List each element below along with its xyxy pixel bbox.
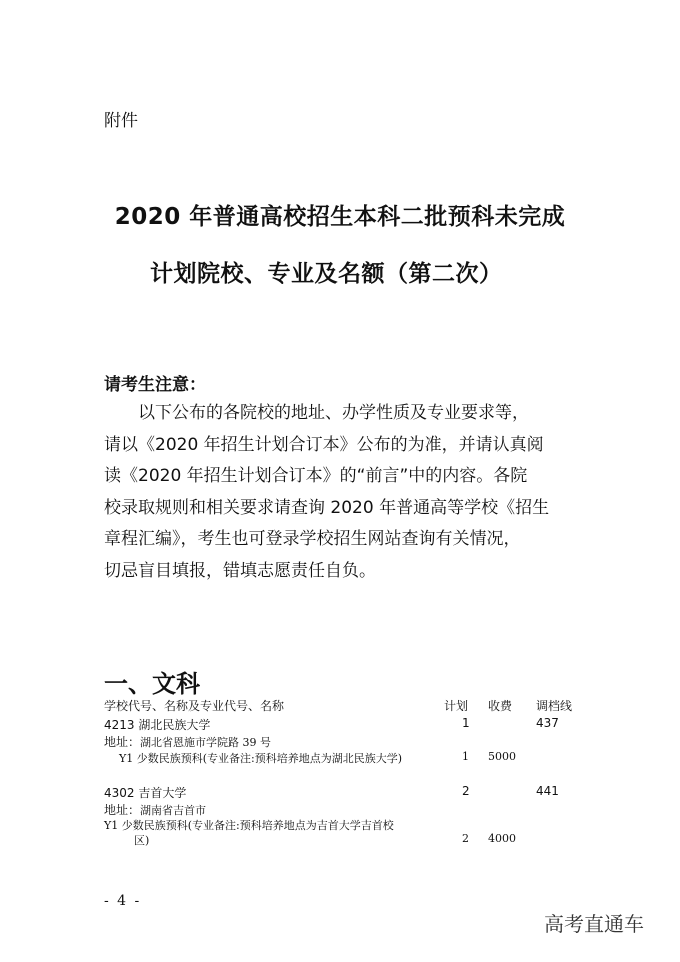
school-address bbox=[104, 733, 271, 750]
major-line: Y1 少数民族预科(专业备注:预科培养地点为吉首大学吉首校 bbox=[104, 819, 394, 832]
major-fee: 4000 bbox=[488, 832, 516, 845]
school-name: 4302 吉首大学 bbox=[104, 786, 187, 800]
notice-line: 切忌盲目填报，错填志愿责任自负。 bbox=[104, 560, 376, 581]
table-header-plan: 计划 bbox=[444, 699, 469, 713]
address-label: 地址： bbox=[104, 735, 141, 749]
attachment-label: 附件 bbox=[104, 111, 138, 131]
major-plan: 1 bbox=[462, 750, 469, 763]
section-title: 一、文科 bbox=[104, 670, 200, 698]
table-header-fee: 收费 bbox=[488, 699, 513, 713]
major-plan: 2 bbox=[462, 832, 469, 845]
major-fee: 5000 bbox=[488, 750, 516, 763]
school-plan: 1 bbox=[462, 716, 470, 730]
watermark: 高考直通车 bbox=[544, 912, 644, 936]
notice-line: 以下公布的各院校的地址、办学性质及专业要求等， bbox=[138, 403, 529, 423]
school-score: 441 bbox=[536, 784, 559, 798]
school-address bbox=[104, 801, 206, 818]
page-number: - 4 - bbox=[104, 893, 142, 909]
address-value: 湖南省吉首市 bbox=[140, 804, 207, 817]
table-header-name: 学校代号、名称及专业代号、名称 bbox=[104, 699, 285, 713]
address-label: 地址： bbox=[104, 803, 141, 817]
major-line-continued: 区) bbox=[134, 834, 150, 847]
notice-paragraph bbox=[104, 398, 580, 587]
notice-line: 读《2020 年招生计划合订本》的“前言”中的内容。各院 bbox=[104, 466, 528, 486]
notice-line: 请以《2020 年招生计划合订本》公布的为准，并请认真阅 bbox=[104, 434, 544, 455]
document-title-line-2: 计划院校、专业及名额（第二次） bbox=[150, 261, 503, 287]
notice-heading: 请考生注意： bbox=[104, 375, 206, 395]
address-value: 湖北省恩施市学院路 39 号 bbox=[140, 736, 272, 749]
table-header-score: 调档线 bbox=[536, 699, 573, 713]
school-plan: 2 bbox=[462, 784, 470, 798]
document-title-line-1: 2020 年普通高校招生本科二批预科未完成 bbox=[114, 204, 566, 230]
notice-line: 章程汇编》，考生也可登录学校招生网站查询有关情况， bbox=[104, 529, 521, 549]
school-score: 437 bbox=[536, 716, 559, 730]
notice-line: 校录取规则和相关要求请查询 2020 年普通高等学校《招生 bbox=[104, 497, 550, 518]
major-line: Y1 少数民族预科(专业备注:预科培养地点为湖北民族大学) bbox=[119, 752, 403, 765]
school-name: 4213 湖北民族大学 bbox=[104, 718, 211, 732]
